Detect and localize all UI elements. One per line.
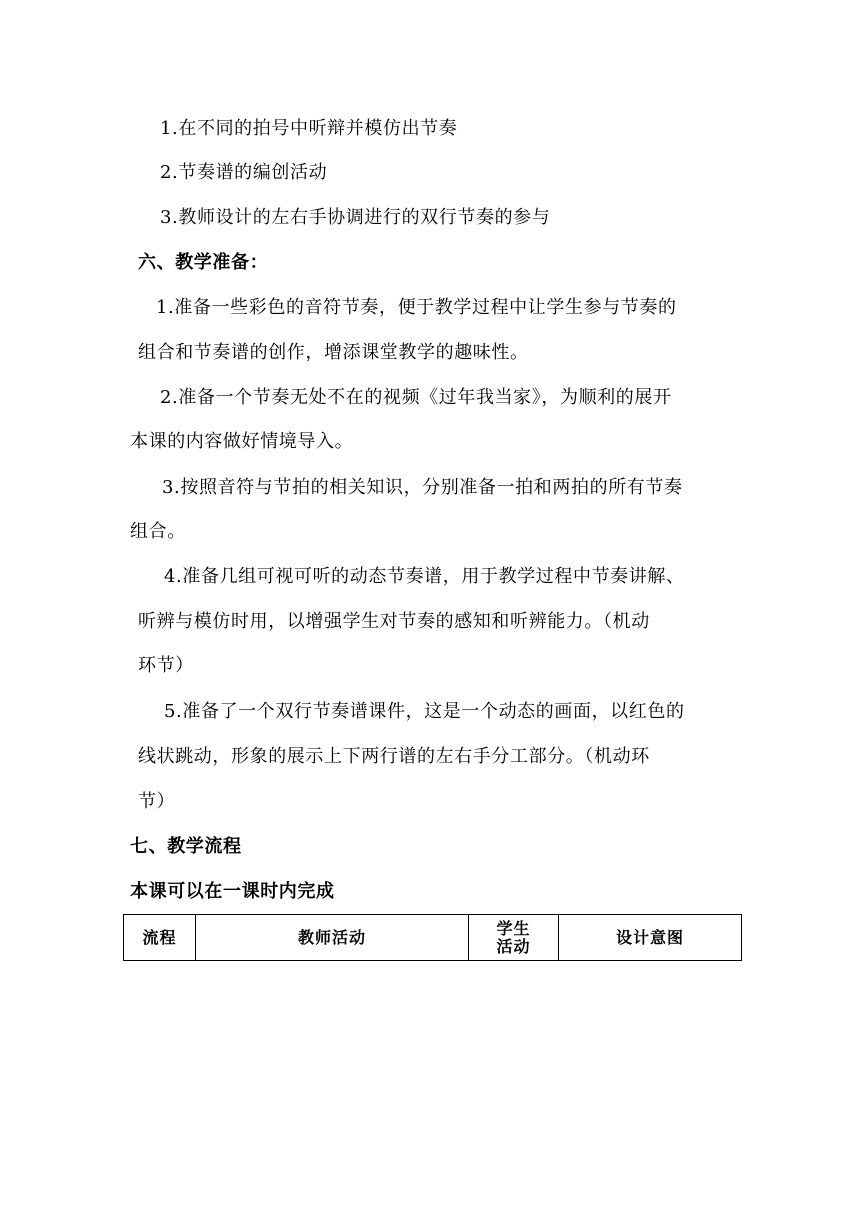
prep-item-4-line-2: 听辨与模仿时用，以增强学生对节奏的感知和听辨能力。（机动 — [138, 611, 650, 632]
header-design-intent: 设计意图 — [559, 915, 742, 961]
prep-item-4-line-3: 环节） — [138, 655, 194, 676]
prep-item-5-line-2: 线状跳动，形象的展示上下两行谱的左右手分工部分。（机动环 — [138, 746, 650, 767]
prep-item-5-line-1: 5.准备了一个双行节奏谱课件，这是一个动态的画面，以红色的 — [164, 701, 685, 722]
list-item-3: 3.教师设计的左右手协调进行的双行节奏的参与 — [160, 207, 551, 228]
prep-item-4-line-1: 4.准备几组可视可听的动态节奏谱，用于教学过程中节奏讲解、 — [164, 566, 685, 587]
header-teacher-activity: 教师活动 — [196, 915, 469, 961]
prep-item-2-line-1: 2.准备一个节奏无处不在的视频《过年我当家》，为顺利的展开 — [160, 387, 672, 408]
section-heading-process: 七、教学流程 — [130, 836, 242, 857]
header-process: 流程 — [124, 915, 196, 961]
section-heading-preparation: 六、教学准备： — [138, 252, 269, 273]
prep-item-3-line-2: 组合。 — [130, 521, 186, 542]
list-item-1: 1.在不同的拍号中听辩并模仿出节奏 — [160, 118, 458, 139]
prep-item-1-line-2: 组合和节奏谱的创作，增添课堂教学的趣味性。 — [138, 342, 529, 363]
section-subheading: 本课可以在一课时内完成 — [130, 881, 335, 902]
header-student-activity-line-1: 学生 — [496, 918, 531, 938]
process-table — [123, 914, 742, 961]
prep-item-5-line-3: 节） — [138, 791, 176, 812]
header-student-activity — [469, 915, 559, 961]
table-header-row — [124, 915, 742, 961]
header-student-activity-line-2: 活动 — [496, 936, 531, 956]
prep-item-1-line-1: 1.准备一些彩色的音符节奏，便于教学过程中让学生参与节奏的 — [156, 297, 677, 318]
prep-item-3-line-1: 3.按照音符与节拍的相关知识，分别准备一拍和两拍的所有节奏 — [162, 477, 683, 498]
prep-item-2-line-2: 本课的内容做好情境导入。 — [130, 431, 354, 452]
list-item-2: 2.节奏谱的编创活动 — [160, 162, 328, 183]
